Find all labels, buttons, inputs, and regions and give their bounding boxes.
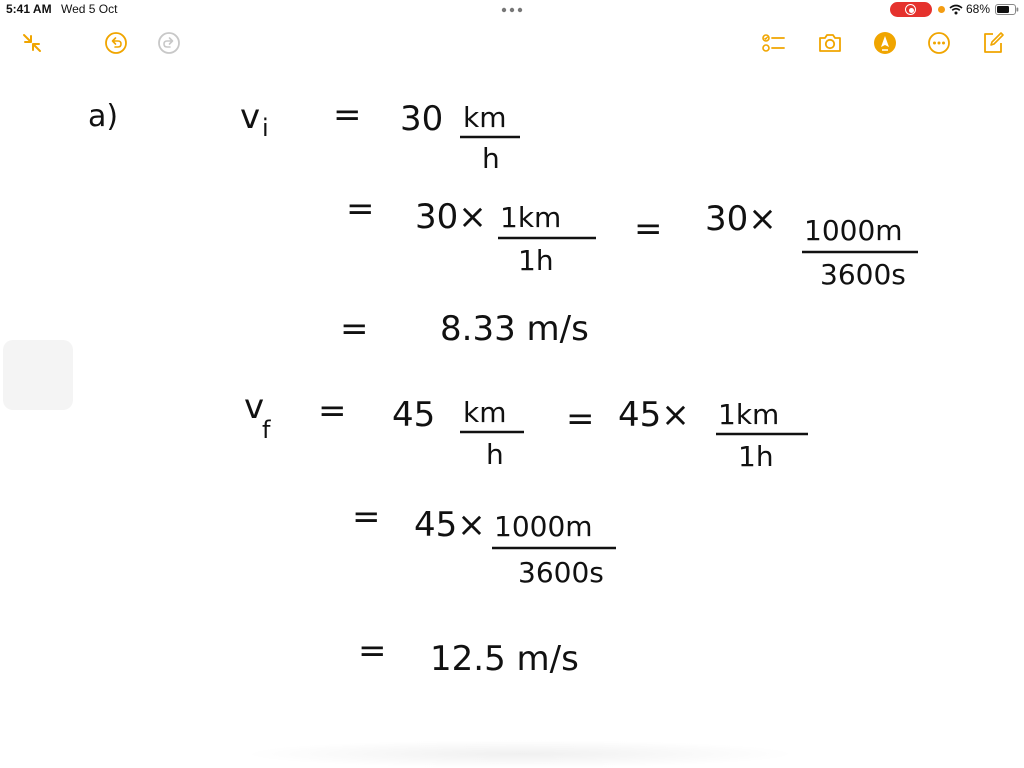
vf-subscript: f [262,416,271,444]
fraction-numerator: km [463,396,507,429]
markup-pen-icon [872,30,898,56]
part-label: a) [88,99,119,134]
expression-factor: 30× [705,199,777,239]
vi-subscript: i [262,114,269,142]
compose-button[interactable] [980,30,1006,56]
fraction-numerator: km [463,101,507,134]
final-velocity-result: 12.5 m/s [430,639,579,679]
expression-factor: 45× [414,505,486,545]
fraction-denominator: 3600s [518,556,604,589]
equals-sign: = [566,399,595,439]
collapse-button[interactable] [19,30,45,56]
fraction-denominator: 3600s [820,258,906,291]
status-time: 5:41 AM [6,2,52,16]
collapse-icon [19,30,45,56]
equals-sign: = [346,189,375,229]
checklist-button[interactable] [760,30,786,56]
more-icon [926,30,952,56]
markup-button[interactable] [872,30,898,56]
fraction-numerator: 1km [500,201,562,234]
equals-sign: = [352,497,381,537]
vi-symbol: v [240,97,261,137]
orange-mic-dot-icon [938,6,945,13]
wifi-icon [949,4,963,15]
fraction-denominator: 1h [738,440,774,473]
expression-factor: 30× [415,197,487,237]
undo-icon [103,30,129,56]
vf-value: 45 [392,395,436,435]
status-bar [0,0,1024,20]
camera-button[interactable] [817,30,843,56]
battery-icon [995,4,1019,15]
fraction-numerator: 1000m [494,510,593,543]
redo-button[interactable] [156,30,182,56]
fraction-denominator: h [486,438,504,471]
vf-symbol: v [244,387,265,427]
initial-velocity-result: 8.33 m/s [440,309,589,349]
screen-record-icon[interactable] [890,2,932,17]
handwriting-canvas[interactable] [0,70,1024,750]
equals-sign: = [634,209,663,249]
home-indicator-shadow [240,740,800,768]
camera-icon [817,30,843,56]
fraction-numerator: 1km [718,398,780,431]
fraction-denominator: 1h [518,244,554,277]
redo-icon [156,30,182,56]
equals-sign: = [333,95,362,135]
vi-value: 30 [400,99,444,139]
handwritten-solution [0,70,1024,750]
checklist-icon [760,30,786,56]
multitask-dots-icon[interactable] [500,4,524,16]
more-button[interactable] [926,30,952,56]
equals-sign: = [318,391,347,431]
battery-percent: 68% [966,2,991,16]
equals-sign: = [340,309,369,349]
fraction-numerator: 1000m [804,214,903,247]
compose-icon [980,30,1006,56]
expression-factor: 45× [618,395,690,435]
status-date: Wed 5 Oct [61,2,118,16]
fraction-denominator: h [482,142,500,175]
undo-button[interactable] [103,30,129,56]
equals-sign: = [358,631,387,671]
